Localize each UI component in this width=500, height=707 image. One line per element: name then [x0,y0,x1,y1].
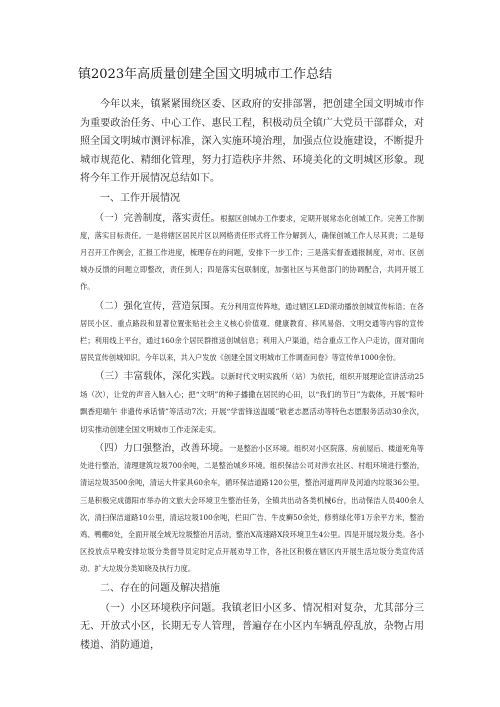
paragraph-body: 根据区创城办工作要求，定期开展常态化创城工作。完善工作制度，落实目标责任。一是将辖区居民片区以网格责任形式将工作分解到人，确保创城工作人尽其责；二是每月召开工作例会，汇报工作进度，梳理存在的问题，安排下一步工作；三是落实督查通报制度，对市、区创城办反馈的问题立即整改，责任到人；四是落实包联制度，加强社区与其他部门的协调配合，共同开展工作。 [80,213,424,292]
paragraph-system-responsibility [80,210,424,296]
document-body [80,96,424,655]
document-title: 镇2023年高质量创建全国文明城市工作总结 [78,67,333,82]
paragraph-body: 以新时代文明实践所（站）为依托，组织开展理论宣讲活动25场（次），让党的声音入脑入心；把“文明”的种子播撒在居民的心田，以“我们的节日”为载体，开展“粽叶飘香迎端午 非遗传承话情”等活动7次；开展“学雷锋送温暖”敬老志愿活动等特色志愿服务活动30余次，切实推动创建全国文明城市工作走深走实。 [80,372,424,434]
paragraph-publicity [80,298,424,367]
paragraph-lead: （二）强化宣传，营造氛围。 [94,300,220,312]
paragraph-body: 一是整治小区环境。组织对小区院落、房前屋后、楼道死角等处进行整治，清理建筑垃圾700余吨，二是整治城乡环境。组织保洁公司对涉农社区、村组环境进行整治，清运垃圾3500余吨，清运大件家具60余车，循环保洁道路120公里，整治河道两岸及河道内垃圾36公里。三是积极完成德阳市举办的文旅大会环境卫生整治任务，全镇共出动各类机械6台，出动保洁人员400余人次，清扫保洁道路10公里，清运垃圾100余吨，栏田广告、牛皮癣50余处，修剪绿化带1万余平方米，整治鸡、鸭棚8处，全面开展全域无垃圾整治月活动，整治X高速路X段环境卫生4公里。四是开展垃圾分类。各小区投放点早晚安排垃圾分类督导员定时定点开展劝导工作，各社区积极在辖区内开展生活垃圾分类宣传活动、扩大垃圾分类知晓及执行力度。 [80,443,424,574]
paragraph-lead: （一）小区环境秩序问题。 [100,602,222,614]
section-heading-2: 二、存在的问题及解决措施 [100,582,220,594]
paragraph-environment [80,440,424,578]
paragraph-community-order [80,600,424,656]
intro-paragraph: 今年以来，镇紧紧围绕区委、区政府的安排部署，把创建全国文明城市作为重要政治任务、中心工作、惠民工程，积极动员全镇广大党员干部群众，对照全国文明城市测评标准，深入实施环境治理，加强点位设施建设，不断提升城市规范化、精细化管理，努力打造秩序井然、环境美化的文明城区形象。现将今年工作开展情况总结如下。 [80,99,424,184]
paragraph-lead: （一）完善制度，落实责任。 [94,212,221,224]
paragraph-lead: （三）丰富载体，深化实践。 [94,371,221,383]
paragraph-lead: （四）力口强整治，改善环境。 [94,442,230,454]
paragraph-body: 充分利用宣传阵地，通过辖区LED滚动播放创城宣传标语；在各居民小区、重点路段和显著位置张贴社会主义核心价值观、健康教育、移风易俗、文明交通等内容的宣传栏；利用线上平台，通过160余个居民群推送创城信息；利用入户渠道，结合重点工作入户走访，面对面向居民宣传创城知识。今年以来，共入户发放《创建全国文明城市工作调查问卷》等宣传单1000余份。 [80,301,424,363]
section-heading-1: 一、工作开展情况 [100,192,180,204]
paragraph-practice [80,368,424,438]
paragraph-body: 我镇老旧小区多、情况相对复杂，尤其部分三无、开放式小区，长期无专人管理，普遍存在小区内车辆乱停乱放，杂物占用楼道、消防通道， [80,602,425,651]
